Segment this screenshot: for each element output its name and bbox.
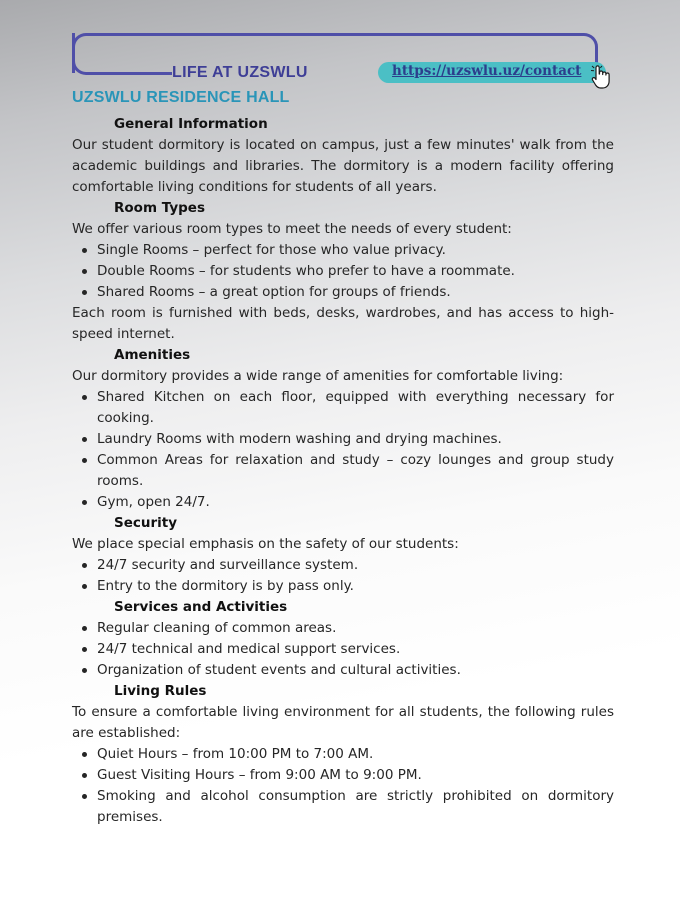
list-item: 24/7 technical and medical support services.: [72, 639, 614, 660]
list-item: Entry to the dormitory is by pass only.: [72, 576, 614, 597]
section-heading-rooms: Room Types: [114, 200, 205, 216]
amenities-list: [72, 387, 614, 513]
header-frame-left: [72, 33, 172, 75]
security-list: [72, 555, 614, 597]
list-item: Regular cleaning of common areas.: [72, 618, 614, 639]
pointing-hand-cursor-icon: [588, 64, 612, 90]
section-heading-security: Security: [114, 515, 178, 531]
list-item: 24/7 security and surveillance system.: [72, 555, 614, 576]
list-item: Shared Rooms – a great option for groups of friends.: [72, 282, 614, 303]
services-list: [72, 618, 614, 681]
section-heading-general: General Information: [114, 116, 268, 132]
security-intro: We place special emphasis on the safety of our students:: [72, 536, 459, 552]
rooms-outro: Each room is furnished with beds, desks, wardrobes, and has access to high-speed internet.: [72, 305, 614, 342]
list-item: Quiet Hours – from 10:00 PM to 7:00 AM.: [72, 744, 614, 765]
amenities-intro: Our dormitory provides a wide range of amenities for comfortable living:: [72, 368, 564, 384]
rules-list: [72, 744, 614, 828]
rules-intro: To ensure a comfortable living environment for all students, the following rules are established:: [72, 704, 614, 741]
section-heading-rules: Living Rules: [114, 683, 207, 699]
rooms-intro: We offer various room types to meet the needs of every student:: [72, 221, 512, 237]
list-item: Shared Kitchen on each floor, equipped with everything necessary for cooking.: [72, 387, 614, 429]
list-item: Guest Visiting Hours – from 9:00 AM to 9:00 PM.: [72, 765, 614, 786]
list-item: Laundry Rooms with modern washing and drying machines.: [72, 429, 614, 450]
page-title: UZSWLU RESIDENCE HALL: [72, 89, 290, 106]
section-heading-amenities: Amenities: [114, 347, 191, 363]
list-item: Organization of student events and cultural activities.: [72, 660, 614, 681]
list-item: Smoking and alcohol consumption are strictly prohibited on dormitory premises.: [72, 786, 614, 828]
contact-link[interactable]: https://uzswlu.uz/contact: [392, 63, 582, 79]
list-item: Double Rooms – for students who prefer to have a roommate.: [72, 261, 614, 282]
rooms-list: [72, 240, 614, 303]
section-kicker: LIFE AT UZSWLU: [172, 64, 308, 81]
document-body: [72, 114, 614, 828]
section-heading-services: Services and Activities: [114, 599, 288, 615]
list-item: Common Areas for relaxation and study – cozy lounges and group study rooms.: [72, 450, 614, 492]
general-paragraph: Our student dormitory is located on campus, just a few minutes' walk from the academic buildings and libraries. The dormitory is a modern facility offering comfortable living conditions for students of all years.: [72, 137, 614, 195]
list-item: Gym, open 24/7.: [72, 492, 614, 513]
list-item: Single Rooms – perfect for those who value privacy.: [72, 240, 614, 261]
